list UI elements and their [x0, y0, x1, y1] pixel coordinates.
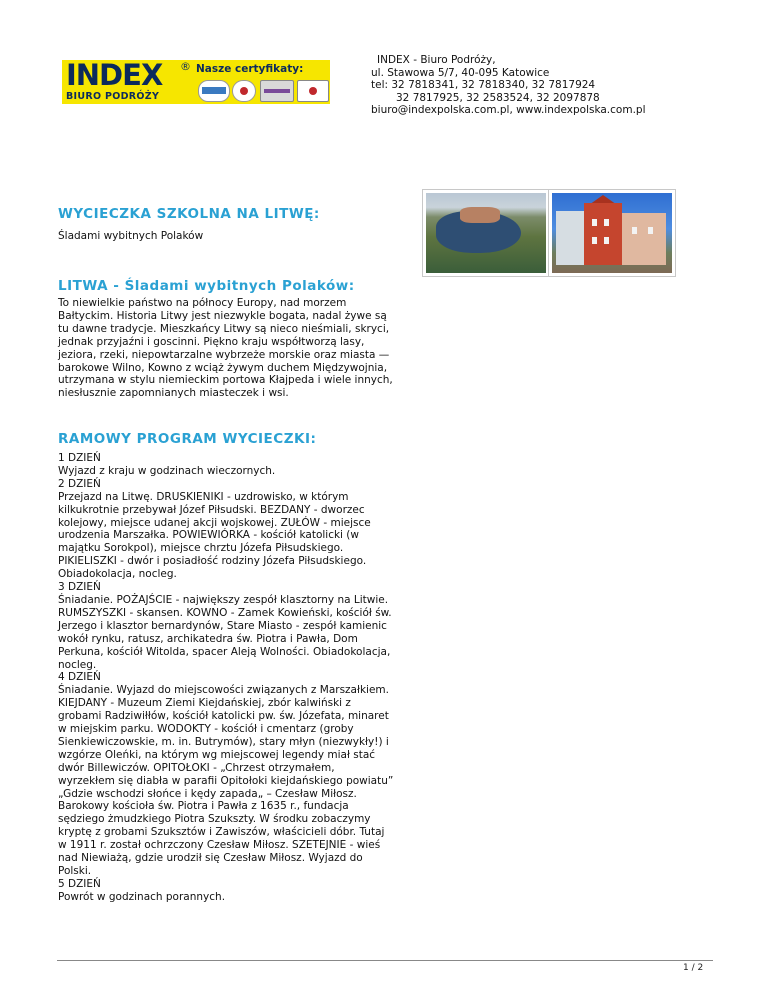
heading-program: RAMOWY PROGRAM WYCIECZKI:: [58, 431, 317, 447]
program-line: Jerzego i klasztor bernardynów, Stare Miasto - zespół kamienic: [58, 619, 387, 632]
program-line: w 1911 r. został ochrzczony Czesław Miłosz. SZETEJNIE - wieś: [58, 839, 381, 852]
program-line: Przejazd na Litwę. DRUSKIENIKI - uzdrowisko, w którym: [58, 490, 349, 503]
program-line: Powrót w godzinach porannych.: [58, 890, 226, 903]
intro-line: Bałtyckim. Historia Litwy jest niezwykle bogata, nadal żywe są: [58, 309, 387, 322]
certificate-badge-icon: [198, 80, 230, 102]
program-line: Śniadanie. Wyjazd do miejscowości związanych z Marszałkiem.: [58, 684, 389, 697]
program-line: nocleg.: [58, 658, 97, 671]
photo-lake-town: [422, 189, 550, 277]
intro-line: niesłusznie zapomnianych miasteczek i wsi.: [58, 387, 289, 400]
program-line: 3 DZIEŃ: [58, 581, 101, 594]
program-line: urodzenia Marszałka. POWIEWIÓRKA - kościół katolicki (w: [58, 529, 359, 542]
company-logo: [62, 60, 330, 104]
program-line: Perkuna, kościół Witolda, spacer Aleją Wolności. Obiadokolacja,: [58, 645, 391, 658]
logo-wordmark: [62, 58, 191, 104]
program-line: kryptę z grobami Szuksztów i Zawiszów, właścicieli dóbr. Tutaj: [58, 826, 385, 839]
program-line: nad Niewiażą, gdzie urodził się Czesław Miłosz. Wyjazd do: [58, 852, 363, 865]
logo-certificates: [180, 60, 330, 104]
program-line: w miejskim parku. WODOKTY - kościół i cmentarz (groby: [58, 723, 354, 736]
program-line: wokół rynku, ratusz, archikatedra św. Piotra i Pawła, Dom: [58, 632, 358, 645]
program-line: Barokowy kościoła św. Piotra i Pawła z 1635 r., fundacja: [58, 800, 349, 813]
intro-line: jeziora, rzeki, niepowtarzalne wybrzeże morskie oraz miasta —: [58, 348, 390, 361]
photo-old-town-houses: [548, 189, 676, 277]
program-line: wyrzekłem się diabła w parafii Opitołoki kiejdańskiego powiatu”: [58, 774, 394, 787]
program-line: Sienkiewiczowskie, m. in. Butrymów), stary młyn (niezwykły!) i: [58, 735, 389, 748]
logo-brand: INDEX: [66, 58, 163, 92]
program-line: PIKIELISZKI - dwór i posiadłość rodziny Józefa Piłsudskiego.: [58, 555, 367, 568]
contact-phone: tel: 32 7818341, 32 7818340, 32 7817924: [371, 79, 596, 92]
logo-subtitle: BIURO PODRÓŻY: [66, 91, 160, 102]
program-line: RUMSZYSZKI - skansen. KOWNO - Zamek Kowieński, kościół św.: [58, 606, 392, 619]
intro-line: jednak przyjaźni i goscinni. Piękno kraju współtworzą lasy,: [58, 335, 365, 348]
program-line: Śniadanie. POŻAJŚCIE - największy zespół klasztorny na Litwie.: [58, 593, 389, 606]
program-line: 4 DZIEŃ: [58, 671, 101, 684]
intro-paragraph: [58, 297, 418, 400]
intro-line: utrzymana w stylu niemieckim portowa Kłajpeda i wiele innych,: [58, 374, 393, 387]
contact-company: INDEX - Biuro Podróży,: [377, 54, 496, 66]
contact-email-web[interactable]: biuro@indexpolska.com.pl, www.indexpolska.com.pl: [371, 104, 646, 117]
program-line: Polski.: [58, 865, 92, 877]
trip-subtitle: Śladami wybitnych Polaków: [58, 230, 204, 242]
intro-line: barokowe Wilno, Kowno z wciąż żywym duchem Międzywojnia,: [58, 361, 388, 374]
program-line: kilkukrotnie przebywał Józef Piłsudski. BEZDANY - dworzec: [58, 503, 365, 516]
program-line: kolejowy, miejsce udanej akcji wojskowej. ZUŁÓW - miejsce: [58, 516, 371, 529]
program-line: „Gdzie wschodzi słońce i kędy zapada„ – Czesław Miłosz.: [58, 787, 357, 800]
certificates-label: Nasze certyfikaty:: [196, 63, 304, 75]
program-line: Obiadokolacja, nocleg.: [58, 568, 177, 581]
contact-address: ul. Stawowa 5/7, 40-095 Katowice: [371, 66, 550, 79]
program-line: wzgórze Oleńki, na którym wg miejscowej legendy miał stać: [58, 748, 376, 761]
program-text: [58, 452, 418, 904]
heading-lithuania: LITWA - Śladami wybitnych Polaków:: [58, 278, 355, 294]
houses-image: [552, 193, 672, 273]
contact-phone-more: 32 7817925, 32 2583524, 32 2097878: [396, 91, 600, 104]
heading-trip: WYCIECZKA SZKOLNA NA LITWĘ:: [58, 206, 320, 222]
program-line: grobami Radziwiłłów, kościół katolicki pw. św. Józefata, minaret: [58, 710, 389, 723]
footer-divider: [57, 960, 713, 961]
program-line: 2 DZIEŃ: [58, 477, 101, 490]
program-line: majątku Sorokpol), miejsce chrztu Józefa Piłsudskiego.: [58, 542, 344, 555]
program-line: Wyjazd z kraju w godzinach wieczornych.: [58, 464, 276, 477]
page-number: 1 / 2: [683, 963, 704, 973]
certificate-badge-icon: [260, 80, 294, 102]
contact-block: [371, 54, 661, 117]
registered-mark: ®: [180, 60, 191, 73]
intro-line: tu dawne tradycje. Mieszkańcy Litwy są nieco nieśmiali, skryci,: [58, 322, 390, 335]
program-line: sędziego żmudzkiego Piotra Szukszty. W środku zobaczymy: [58, 813, 371, 826]
intro-line: To niewielkie państwo na północy Europy, nad morzem: [58, 297, 347, 309]
program-line: dwór Billewiczów. OPITOŁOKI - „Chrzest otrzymałem,: [58, 761, 335, 774]
program-line: 1 DZIEŃ: [58, 452, 101, 464]
program-line: KIEJDANY - Muzeum Ziemi Kiejdańskiej, zbór kalwiński z: [58, 697, 351, 710]
program-line: 5 DZIEŃ: [58, 877, 101, 890]
certificate-badge-icon: [232, 80, 256, 102]
aerial-view-image: [426, 193, 546, 273]
certificate-badge-icon: [297, 80, 329, 102]
